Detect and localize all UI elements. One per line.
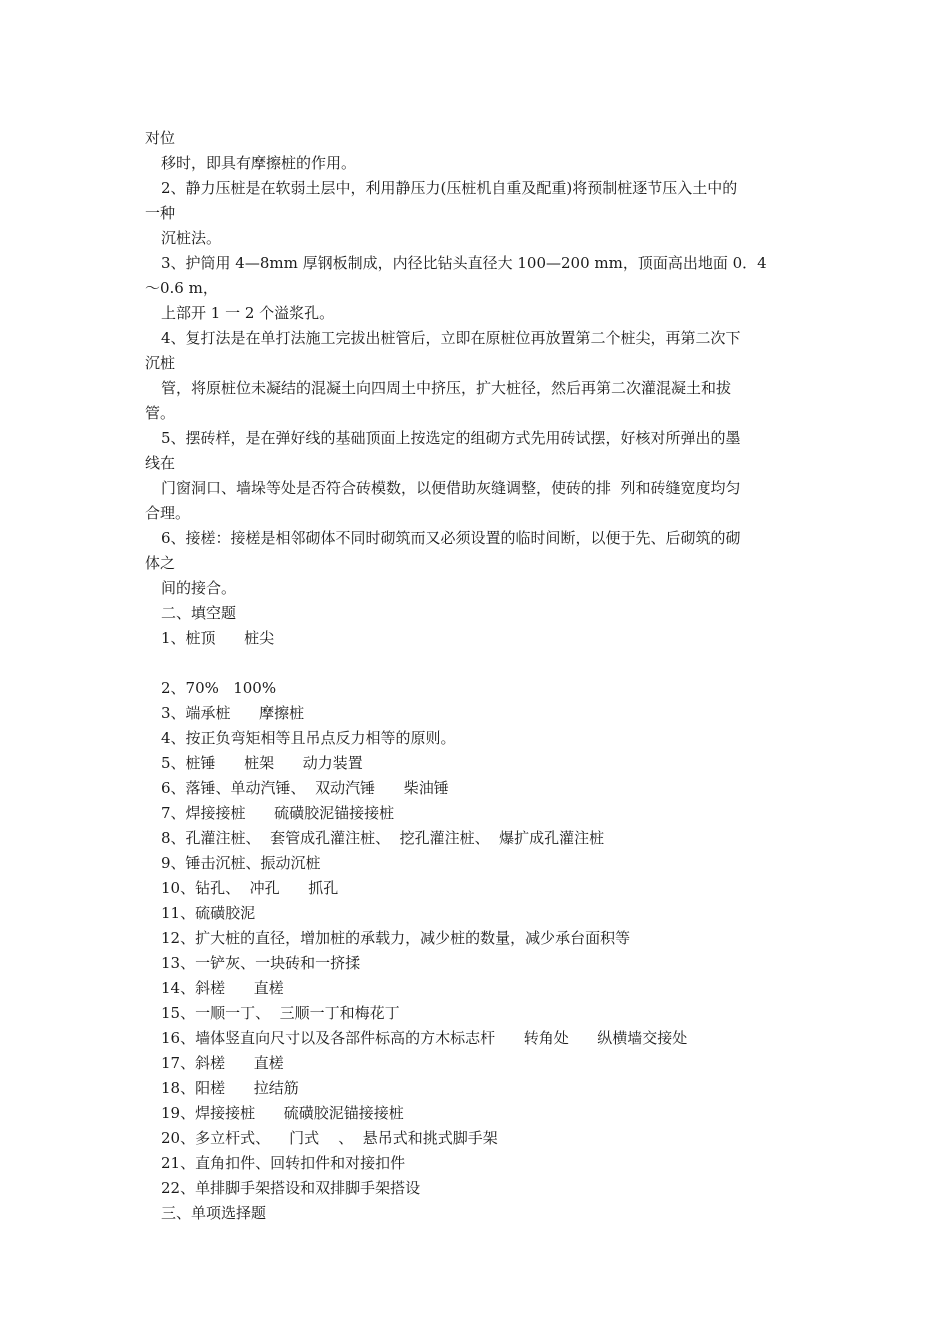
paragraph-line: 2、静力压桩是在软弱土层中，利用静压力(压桩机自重及配重)将预制桩逐节压入土中的 — [161, 179, 738, 197]
paragraph-line: 体之 — [145, 554, 176, 572]
paragraph-line: 线在 — [145, 454, 176, 472]
paragraph-line: 对位 — [145, 129, 176, 147]
paragraph-line: 管，将原桩位未凝结的混凝土向四周土中挤压，扩大桩径，然后再第二次灌混凝土和拔 — [161, 379, 732, 397]
blank-spacer — [145, 651, 810, 676]
fill-item: 5、桩锤 桩架 动力装置 — [161, 754, 363, 772]
fill-item: 13、一铲灰、一块砖和一挤揉 — [161, 954, 361, 972]
fill-item: 2、70% 100% — [161, 679, 277, 697]
fill-item: 12、扩大桩的直径，增加桩的承载力，减少桩的数量，减少承台面积等 — [161, 929, 631, 947]
fill-item: 4、按正负弯矩相等且吊点反力相等的原则。 — [161, 729, 456, 747]
paragraph-line: 间的接合。 — [161, 579, 237, 597]
paragraph-line: 移时，即具有摩擦桩的作用。 — [161, 154, 357, 172]
fill-item: 18、阳槎 拉结筋 — [161, 1079, 299, 1097]
paragraph-line: ～0.6 m， — [145, 279, 218, 297]
section-three-heading: 三、单项选择题 — [161, 1204, 267, 1222]
fill-item: 22、单排脚手架搭设和双排脚手架搭设 — [161, 1179, 421, 1197]
paragraph-line: 6、接槎：接槎是相邻砌体不同时砌筑而又必须设置的临时间断，以便于先、后砌筑的砌 — [161, 529, 741, 547]
section-two-heading: 二、填空题 — [161, 604, 237, 622]
paragraph-line: 沉桩法。 — [161, 229, 222, 247]
paragraph-line: 门窗洞口、墙垛等处是否符合砖模数，以便借助灰缝调整，使砖的排 列和砖缝宽度均匀 — [161, 479, 741, 497]
fill-item: 11、硫磺胶泥 — [161, 904, 256, 922]
paragraph-line: 沉桩 — [145, 354, 176, 372]
paragraph-line: 合理。 — [145, 504, 191, 522]
fill-item: 21、直角扣件、回转扣件和对接扣件 — [161, 1154, 406, 1172]
fill-item: 15、一顺一丁、 三顺一丁和梅花丁 — [161, 1004, 400, 1022]
section-one-answers — [145, 126, 810, 601]
paragraph-line: 3、护筒用 4—8mm 厚钢板制成，内径比钻头直径大 100—200 mm，顶面高出地面 0．4 — [161, 254, 767, 272]
fill-item: 6、落锤、单动汽锤、 双动汽锤 柴油锤 — [161, 779, 449, 797]
fill-item: 7、焊接接桩 硫磺胶泥锚接接桩 — [161, 804, 395, 822]
fill-item: 19、焊接接桩 硫磺胶泥锚接接桩 — [161, 1104, 404, 1122]
fill-item: 3、端承桩 摩擦桩 — [161, 704, 305, 722]
document-body — [145, 126, 810, 1226]
fill-in-answers-list — [145, 676, 810, 1201]
paragraph-line: 4、复打法是在单打法施工完拔出桩管后，立即在原桩位再放置第二个桩尖，再第二次下 — [161, 329, 741, 347]
paragraph-line: 管。 — [145, 404, 176, 422]
fill-item: 10、钻孔、 冲孔 抓孔 — [161, 879, 339, 897]
fill-item: 17、斜槎 直槎 — [161, 1054, 284, 1072]
fill-item: 14、斜槎 直槎 — [161, 979, 284, 997]
fill-item: 9、锤击沉桩、振动沉桩 — [161, 854, 321, 872]
fill-item: 20、多立杆式、 门式 、 悬吊式和挑式脚手架 — [161, 1129, 498, 1147]
paragraph-line: 上部开 1 一 2 个溢浆孔。 — [161, 304, 335, 322]
paragraph-line: 一种 — [145, 204, 176, 222]
paragraph-line: 5、摆砖样，是在弹好线的基础顶面上按选定的组砌方式先用砖试摆，好核对所弹出的墨 — [161, 429, 741, 447]
fill-item-1: 1、桩顶 桩尖 — [161, 629, 275, 647]
fill-item: 8、孔灌注桩、 套管成孔灌注桩、 挖孔灌注桩、 爆扩成孔灌注桩 — [161, 829, 605, 847]
fill-item: 16、墙体竖直向尺寸以及各部件标高的方木标志杆 转角处 纵横墙交接处 — [161, 1029, 688, 1047]
